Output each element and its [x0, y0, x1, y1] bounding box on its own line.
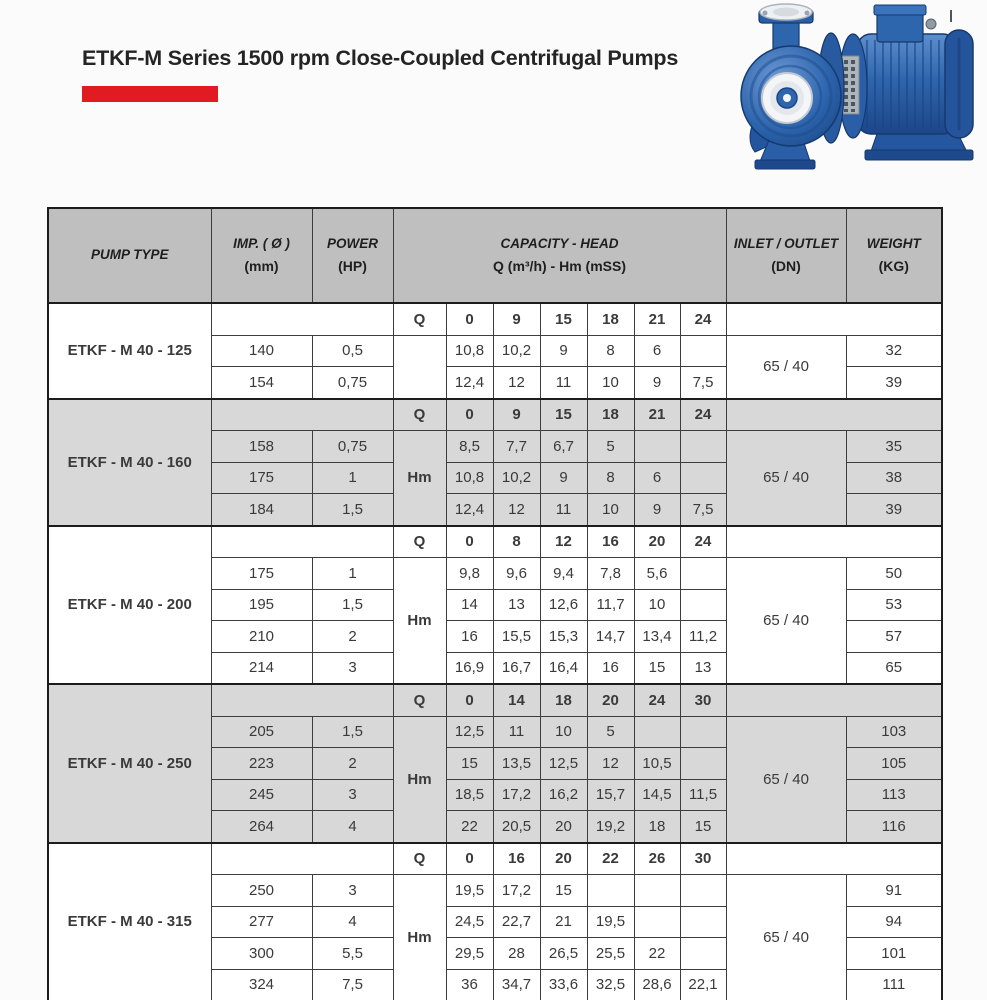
q-value-cell: 12	[540, 526, 587, 558]
q-header-row	[48, 684, 942, 716]
capacity-value-cell: 16,9	[446, 652, 493, 684]
capacity-value-cell: 15,7	[587, 779, 634, 811]
blank-cell	[211, 399, 393, 431]
capacity-value-cell: 10,2	[493, 462, 540, 494]
capacity-value-cell	[680, 589, 726, 621]
capacity-value-cell: 11	[540, 367, 587, 399]
capacity-value-cell: 9	[540, 462, 587, 494]
capacity-value-cell: 12	[493, 494, 540, 526]
q-value-cell: 18	[587, 303, 634, 335]
weight-cell: 35	[846, 431, 942, 463]
capacity-value-cell: 12	[493, 367, 540, 399]
pump-type-cell: ETKF - M 40 - 125	[48, 303, 211, 399]
capacity-value-cell: 16,7	[493, 652, 540, 684]
motor-body-icon	[857, 30, 973, 138]
q-value-cell: 20	[540, 843, 587, 875]
col-header-impeller	[211, 208, 312, 303]
weight-cell: 103	[846, 716, 942, 748]
capacity-value-cell: 14,5	[634, 779, 680, 811]
capacity-value-cell: 22	[634, 938, 680, 970]
impeller-cell: 277	[211, 906, 312, 938]
capacity-value-cell: 21	[540, 906, 587, 938]
capacity-value-cell: 10,2	[493, 335, 540, 367]
capacity-value-cell: 13	[680, 652, 726, 684]
q-value-cell: 0	[446, 399, 493, 431]
weight-header-unit: (KG)	[878, 257, 909, 274]
impeller-cell: 210	[211, 621, 312, 653]
pump-spec-table	[47, 207, 943, 1000]
capacity-value-cell: 14,7	[587, 621, 634, 653]
weight-cell: 65	[846, 652, 942, 684]
capacity-value-cell: 10	[587, 367, 634, 399]
weight-cell: 113	[846, 779, 942, 811]
q-value-cell: 16	[493, 843, 540, 875]
power-cell: 3	[312, 875, 393, 907]
capacity-value-cell: 5,6	[634, 558, 680, 590]
capacity-value-cell: 19,5	[587, 906, 634, 938]
capacity-value-cell: 18	[634, 811, 680, 843]
impeller-header-label: IMP. ( Ø )	[233, 235, 290, 251]
blank-cell	[726, 303, 942, 335]
capacity-value-cell: 12,5	[540, 748, 587, 780]
q-value-cell: 26	[634, 843, 680, 875]
capacity-value-cell: 28,6	[634, 969, 680, 1000]
capacity-value-cell: 22,1	[680, 969, 726, 1000]
capacity-value-cell: 12,6	[540, 589, 587, 621]
impeller-cell: 324	[211, 969, 312, 1000]
blank-cell	[211, 843, 393, 875]
q-value-cell: 15	[540, 303, 587, 335]
inlet-outlet-cell: 65 / 40	[726, 875, 846, 1000]
pump-group-ETKF-M40-200	[48, 526, 942, 685]
pump-product-image	[737, 0, 987, 178]
power-cell: 5,5	[312, 938, 393, 970]
weight-cell: 57	[846, 621, 942, 653]
col-header-power	[312, 208, 393, 303]
impeller-cell: 205	[211, 716, 312, 748]
capacity-value-cell: 8	[587, 462, 634, 494]
capacity-value-cell	[680, 875, 726, 907]
q-header-row	[48, 526, 942, 558]
capacity-value-cell: 13,5	[493, 748, 540, 780]
capacity-value-cell: 10	[587, 494, 634, 526]
power-cell: 7,5	[312, 969, 393, 1000]
power-cell: 3	[312, 652, 393, 684]
pump-type-cell: ETKF - M 40 - 250	[48, 684, 211, 843]
weight-cell: 50	[846, 558, 942, 590]
capacity-value-cell: 9	[540, 335, 587, 367]
capacity-value-cell: 11,2	[680, 621, 726, 653]
q-value-cell: 8	[493, 526, 540, 558]
capacity-value-cell: 34,7	[493, 969, 540, 1000]
capacity-value-cell	[680, 938, 726, 970]
q-value-cell: 15	[540, 399, 587, 431]
power-cell: 2	[312, 748, 393, 780]
capacity-value-cell: 11	[493, 716, 540, 748]
q-header-row	[48, 843, 942, 875]
capacity-value-cell	[634, 875, 680, 907]
capacity-value-cell	[680, 716, 726, 748]
col-header-capacity	[393, 208, 726, 303]
weight-cell: 38	[846, 462, 942, 494]
hm-label-cell: Hm	[393, 716, 446, 843]
blank-cell	[726, 399, 942, 431]
capacity-value-cell	[680, 431, 726, 463]
pump-type-cell: ETKF - M 40 - 315	[48, 843, 211, 1000]
weight-cell: 94	[846, 906, 942, 938]
capacity-value-cell: 5	[587, 431, 634, 463]
power-cell: 1	[312, 558, 393, 590]
weight-header-label: WEIGHT	[866, 235, 921, 251]
q-label-cell: Q	[393, 303, 446, 335]
impeller-cell: 175	[211, 462, 312, 494]
power-header-unit: (HP)	[338, 257, 367, 274]
capacity-value-cell: 15	[680, 811, 726, 843]
capacity-value-cell: 9,8	[446, 558, 493, 590]
capacity-value-cell: 17,2	[493, 779, 540, 811]
capacity-value-cell: 16	[587, 652, 634, 684]
power-cell: 1,5	[312, 494, 393, 526]
impeller-cell: 184	[211, 494, 312, 526]
power-cell: 1,5	[312, 716, 393, 748]
q-value-cell: 30	[680, 684, 726, 716]
q-header-row	[48, 303, 942, 335]
blank-cell	[726, 684, 942, 716]
capacity-value-cell: 10,8	[446, 335, 493, 367]
capacity-value-cell: 15	[446, 748, 493, 780]
impeller-cell: 214	[211, 652, 312, 684]
q-value-cell: 9	[493, 399, 540, 431]
weight-cell: 105	[846, 748, 942, 780]
capacity-value-cell: 10	[540, 716, 587, 748]
inlet-outlet-cell: 65 / 40	[726, 716, 846, 843]
weight-cell: 53	[846, 589, 942, 621]
capacity-value-cell: 8,5	[446, 431, 493, 463]
q-value-cell: 20	[587, 684, 634, 716]
weight-cell: 101	[846, 938, 942, 970]
impeller-cell: 195	[211, 589, 312, 621]
pump-type-cell: ETKF - M 40 - 160	[48, 399, 211, 526]
q-label-cell: Q	[393, 684, 446, 716]
capacity-value-cell: 11,7	[587, 589, 634, 621]
q-value-cell: 18	[587, 399, 634, 431]
capacity-value-cell: 9	[634, 367, 680, 399]
q-header-row	[48, 399, 942, 431]
capacity-value-cell: 25,5	[587, 938, 634, 970]
capacity-value-cell: 7,5	[680, 367, 726, 399]
capacity-value-cell: 5	[587, 716, 634, 748]
capacity-header-unit: Q (m³/h) - Hm (mSS)	[493, 257, 626, 274]
capacity-value-cell: 16,2	[540, 779, 587, 811]
capacity-value-cell: 7,7	[493, 431, 540, 463]
capacity-value-cell: 9	[634, 494, 680, 526]
impeller-cell: 158	[211, 431, 312, 463]
volute-casing-icon	[741, 46, 841, 146]
capacity-value-cell: 15,5	[493, 621, 540, 653]
hm-label-cell	[393, 335, 446, 399]
power-cell: 0,5	[312, 335, 393, 367]
capacity-value-cell: 29,5	[446, 938, 493, 970]
blank-cell	[726, 843, 942, 875]
q-value-cell: 21	[634, 303, 680, 335]
capacity-value-cell: 15	[540, 875, 587, 907]
blank-cell	[211, 684, 393, 716]
power-cell: 0,75	[312, 431, 393, 463]
capacity-value-cell: 16	[446, 621, 493, 653]
q-value-cell: 20	[634, 526, 680, 558]
capacity-value-cell: 6	[634, 335, 680, 367]
capacity-value-cell: 19,2	[587, 811, 634, 843]
capacity-header-label: CAPACITY - HEAD	[500, 235, 619, 251]
capacity-value-cell	[634, 906, 680, 938]
capacity-value-cell: 8	[587, 335, 634, 367]
pump-group-ETKF-M40-250	[48, 684, 942, 843]
power-cell: 4	[312, 811, 393, 843]
q-label-cell: Q	[393, 526, 446, 558]
capacity-value-cell: 20	[540, 811, 587, 843]
q-value-cell: 24	[680, 399, 726, 431]
q-value-cell: 0	[446, 303, 493, 335]
impeller-cell: 245	[211, 779, 312, 811]
pump-group-ETKF-M40-315	[48, 843, 942, 1000]
capacity-value-cell: 12,4	[446, 367, 493, 399]
hm-label-cell: Hm	[393, 875, 446, 1000]
capacity-value-cell: 12,5	[446, 716, 493, 748]
pump-type-header-label: PUMP TYPE	[90, 247, 169, 263]
capacity-value-cell: 10	[634, 589, 680, 621]
q-value-cell: 0	[446, 684, 493, 716]
pump-group-ETKF-M40-125	[48, 303, 942, 399]
capacity-value-cell: 32,5	[587, 969, 634, 1000]
inlet-outlet-cell: 65 / 40	[726, 558, 846, 685]
capacity-value-cell: 22	[446, 811, 493, 843]
q-value-cell: 0	[446, 526, 493, 558]
capacity-value-cell: 9,6	[493, 558, 540, 590]
capacity-value-cell: 12	[587, 748, 634, 780]
q-value-cell: 30	[680, 843, 726, 875]
blank-cell	[211, 526, 393, 558]
impeller-cell: 250	[211, 875, 312, 907]
impeller-cell: 154	[211, 367, 312, 399]
q-label-cell: Q	[393, 399, 446, 431]
capacity-value-cell	[587, 875, 634, 907]
capacity-value-cell: 16,4	[540, 652, 587, 684]
hm-label-cell: Hm	[393, 558, 446, 685]
table-header-row	[48, 208, 942, 303]
inlet-outlet-cell: 65 / 40	[726, 335, 846, 399]
q-value-cell: 16	[587, 526, 634, 558]
impeller-cell: 300	[211, 938, 312, 970]
q-value-cell: 24	[680, 526, 726, 558]
capacity-value-cell	[680, 462, 726, 494]
capacity-value-cell: 7,5	[680, 494, 726, 526]
capacity-value-cell: 10,8	[446, 462, 493, 494]
pump-illustration-svg	[737, 0, 987, 178]
capacity-value-cell: 6	[634, 462, 680, 494]
capacity-value-cell: 10,5	[634, 748, 680, 780]
q-label-cell: Q	[393, 843, 446, 875]
capacity-value-cell: 7,8	[587, 558, 634, 590]
capacity-value-cell	[680, 335, 726, 367]
capacity-value-cell: 12,4	[446, 494, 493, 526]
accent-bar	[82, 86, 218, 102]
capacity-value-cell: 15	[634, 652, 680, 684]
power-cell: 1,5	[312, 589, 393, 621]
q-value-cell: 18	[540, 684, 587, 716]
weight-cell: 32	[846, 335, 942, 367]
power-cell: 4	[312, 906, 393, 938]
col-header-inlet-outlet	[726, 208, 846, 303]
q-value-cell: 24	[634, 684, 680, 716]
capacity-value-cell: 17,2	[493, 875, 540, 907]
capacity-value-cell: 13,4	[634, 621, 680, 653]
page-title: ETKF-M Series 1500 rpm Close-Coupled Centrifugal Pumps	[82, 46, 679, 70]
power-cell: 2	[312, 621, 393, 653]
impeller-header-unit: (mm)	[244, 257, 279, 274]
power-cell: 3	[312, 779, 393, 811]
capacity-value-cell: 36	[446, 969, 493, 1000]
capacity-value-cell: 33,6	[540, 969, 587, 1000]
capacity-value-cell: 20,5	[493, 811, 540, 843]
blank-cell	[211, 303, 393, 335]
capacity-value-cell	[680, 558, 726, 590]
capacity-value-cell	[634, 716, 680, 748]
impeller-cell: 223	[211, 748, 312, 780]
capacity-value-cell	[680, 906, 726, 938]
weight-cell: 111	[846, 969, 942, 1000]
capacity-value-cell: 19,5	[446, 875, 493, 907]
capacity-value-cell: 26,5	[540, 938, 587, 970]
impeller-cell: 175	[211, 558, 312, 590]
capacity-value-cell: 15,3	[540, 621, 587, 653]
capacity-value-cell	[680, 748, 726, 780]
impeller-cell: 140	[211, 335, 312, 367]
weight-cell: 39	[846, 367, 942, 399]
blank-cell	[726, 526, 942, 558]
q-value-cell: 9	[493, 303, 540, 335]
weight-cell: 116	[846, 811, 942, 843]
q-value-cell: 22	[587, 843, 634, 875]
col-header-weight	[846, 208, 942, 303]
q-value-cell: 21	[634, 399, 680, 431]
weight-cell: 39	[846, 494, 942, 526]
power-cell: 1	[312, 462, 393, 494]
q-value-cell: 0	[446, 843, 493, 875]
capacity-value-cell: 6,7	[540, 431, 587, 463]
power-cell: 0,75	[312, 367, 393, 399]
capacity-value-cell: 22,7	[493, 906, 540, 938]
inlet-outlet-header-label: INLET / OUTLET	[733, 235, 839, 251]
impeller-cell: 264	[211, 811, 312, 843]
col-header-pump-type	[48, 208, 211, 303]
weight-cell: 91	[846, 875, 942, 907]
capacity-value-cell: 14	[446, 589, 493, 621]
capacity-value-cell: 11,5	[680, 779, 726, 811]
capacity-value-cell: 24,5	[446, 906, 493, 938]
inlet-outlet-cell: 65 / 40	[726, 431, 846, 526]
capacity-value-cell: 11	[540, 494, 587, 526]
q-value-cell: 14	[493, 684, 540, 716]
power-header-label: POWER	[326, 235, 378, 251]
pump-group-ETKF-M40-160	[48, 399, 942, 526]
capacity-value-cell	[634, 431, 680, 463]
pump-type-cell: ETKF - M 40 - 200	[48, 526, 211, 685]
hm-label-cell: Hm	[393, 431, 446, 526]
capacity-value-cell: 28	[493, 938, 540, 970]
inlet-outlet-header-unit: (DN)	[771, 257, 801, 274]
capacity-value-cell: 13	[493, 589, 540, 621]
q-value-cell: 24	[680, 303, 726, 335]
capacity-value-cell: 18,5	[446, 779, 493, 811]
capacity-value-cell: 9,4	[540, 558, 587, 590]
